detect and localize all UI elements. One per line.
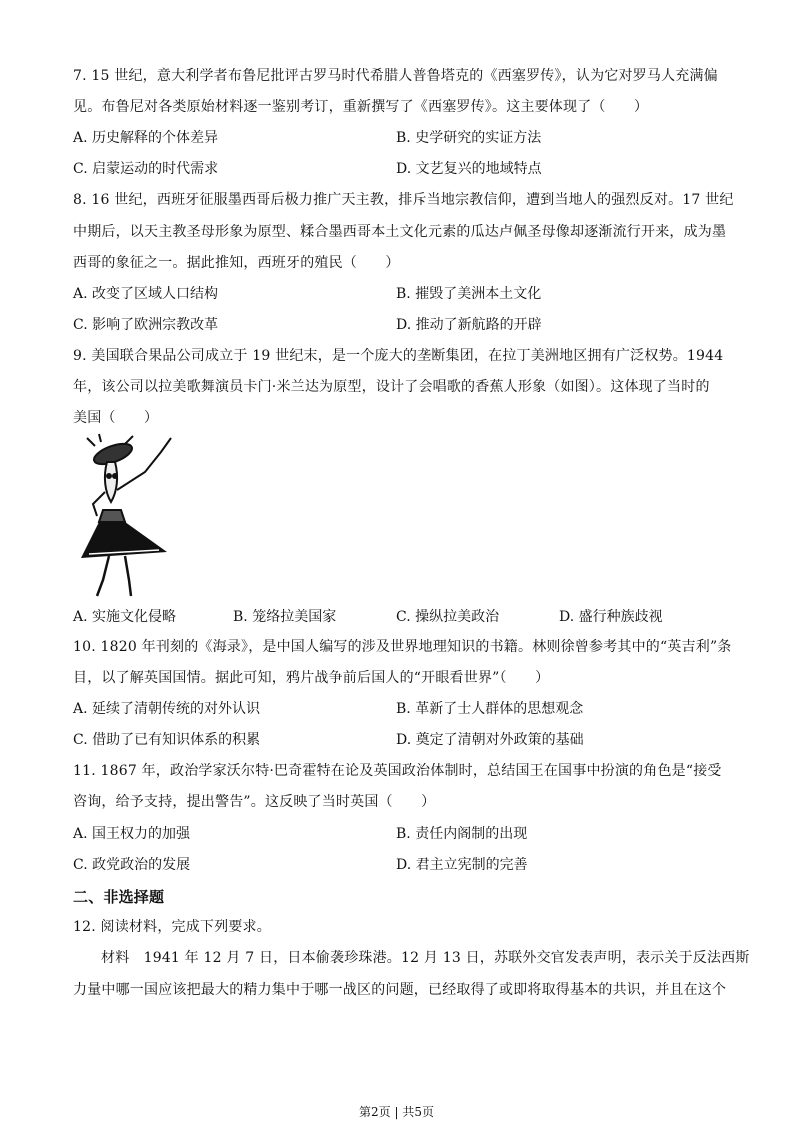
- option-d: D. 推动了新航路的开辟: [396, 317, 542, 333]
- question-text: 西哥的象征之一。据此推知，西班牙的殖民（ ）: [73, 255, 400, 271]
- question-text: 目，以了解英国国情。据此可知，鸦片战争前后国人的“开眼看世界”（ ）: [73, 670, 550, 686]
- option-c: C. 启蒙运动的时代需求: [73, 161, 219, 177]
- option-b: B. 史学研究的实证方法: [396, 130, 542, 146]
- question-text: 12. 阅读材料，完成下列要求。: [73, 919, 271, 935]
- option-a: A. 实施文化侵略: [73, 609, 177, 625]
- banana-figure-illustration: [75, 432, 185, 600]
- question-text: 中期后，以天主教圣母形象为原型、糅合墨西哥本土文化元素的瓜达卢佩圣母像却逐渐流行开来，成为墨: [73, 224, 727, 240]
- question-text: 9. 美国联合果品公司成立于 19 世纪末，是一个庞大的垄断集团，在拉丁美洲地区拥有广泛权势。1944: [73, 348, 724, 364]
- option-a: A. 延续了清朝传统的对外认识: [73, 701, 261, 717]
- option-b: B. 摧毁了美洲本土文化: [396, 286, 542, 302]
- option-a: A. 国王权力的加强: [73, 826, 191, 842]
- option-b: B. 革新了士人群体的思想观念: [396, 701, 584, 717]
- question-text: 7. 15 世纪，意大利学者布鲁尼批评古罗马时代希腊人普鲁塔克的《西塞罗传》，认为它对罗马人充满偏: [73, 68, 718, 84]
- option-c: C. 操纵拉美政治: [396, 609, 500, 625]
- option-b: B. 责任内阁制的出现: [396, 826, 528, 842]
- question-text: 美国（ ）: [73, 410, 159, 426]
- option-c: C. 影响了欧洲宗教改革: [73, 317, 219, 333]
- option-a: A. 历史解释的个体差异: [73, 130, 219, 146]
- option-c: C. 政党政治的发展: [73, 857, 191, 873]
- question-text: 咨询，给予支持，提出警告”。这反映了当时英国（ ）: [73, 794, 436, 810]
- question-text: 8. 16 世纪，西班牙征服墨西哥后极力推广天主教，排斥当地宗教信仰，遭到当地人的强烈反对。17 世纪: [73, 192, 734, 208]
- question-text: 11. 1867 年，政治学家沃尔特·巴奇霍特在论及英国政治体制时，总结国王在国事中扮演的角色是“接受: [73, 763, 722, 779]
- option-c: C. 借助了已有知识体系的积累: [73, 732, 261, 748]
- material-text: 力量中哪一国应该把最大的精力集中于哪一战区的问题，已经取得了或即将取得基本的共识，并且在这个: [73, 982, 727, 998]
- option-d: D. 奠定了清朝对外政策的基础: [396, 732, 584, 748]
- material-text: 材料 1941 年 12 月 7 日，日本偷袭珍珠港。12 月 13 日，苏联外交官发表声明，表示关于反法西斯: [101, 950, 750, 966]
- page-footer: 第2页 | 共5页: [359, 1105, 434, 1119]
- option-a: A. 改变了区域人口结构: [73, 286, 219, 302]
- option-d: D. 盛行种族歧视: [559, 609, 663, 625]
- option-b: B. 笼络拉美国家: [233, 609, 337, 625]
- option-d: D. 文艺复兴的地域特点: [396, 161, 542, 177]
- question-text: 见。布鲁尼对各类原始材料逐一鉴别考订，重新撰写了《西塞罗传》。这主要体现了（ ）: [73, 99, 649, 115]
- section-heading: 二、非选择题: [73, 888, 165, 906]
- question-text: 10. 1820 年刊刻的《海录》，是中国人编写的涉及世界地理知识的书籍。林则徐曾参考其中的“英吉利”条: [73, 639, 732, 655]
- option-d: D. 君主立宪制的完善: [396, 857, 528, 873]
- question-text: 年，该公司以拉美歌舞演员卡门·米兰达为原型，设计了会唱歌的香蕉人形象（如图）。这体现了当时的: [73, 379, 710, 395]
